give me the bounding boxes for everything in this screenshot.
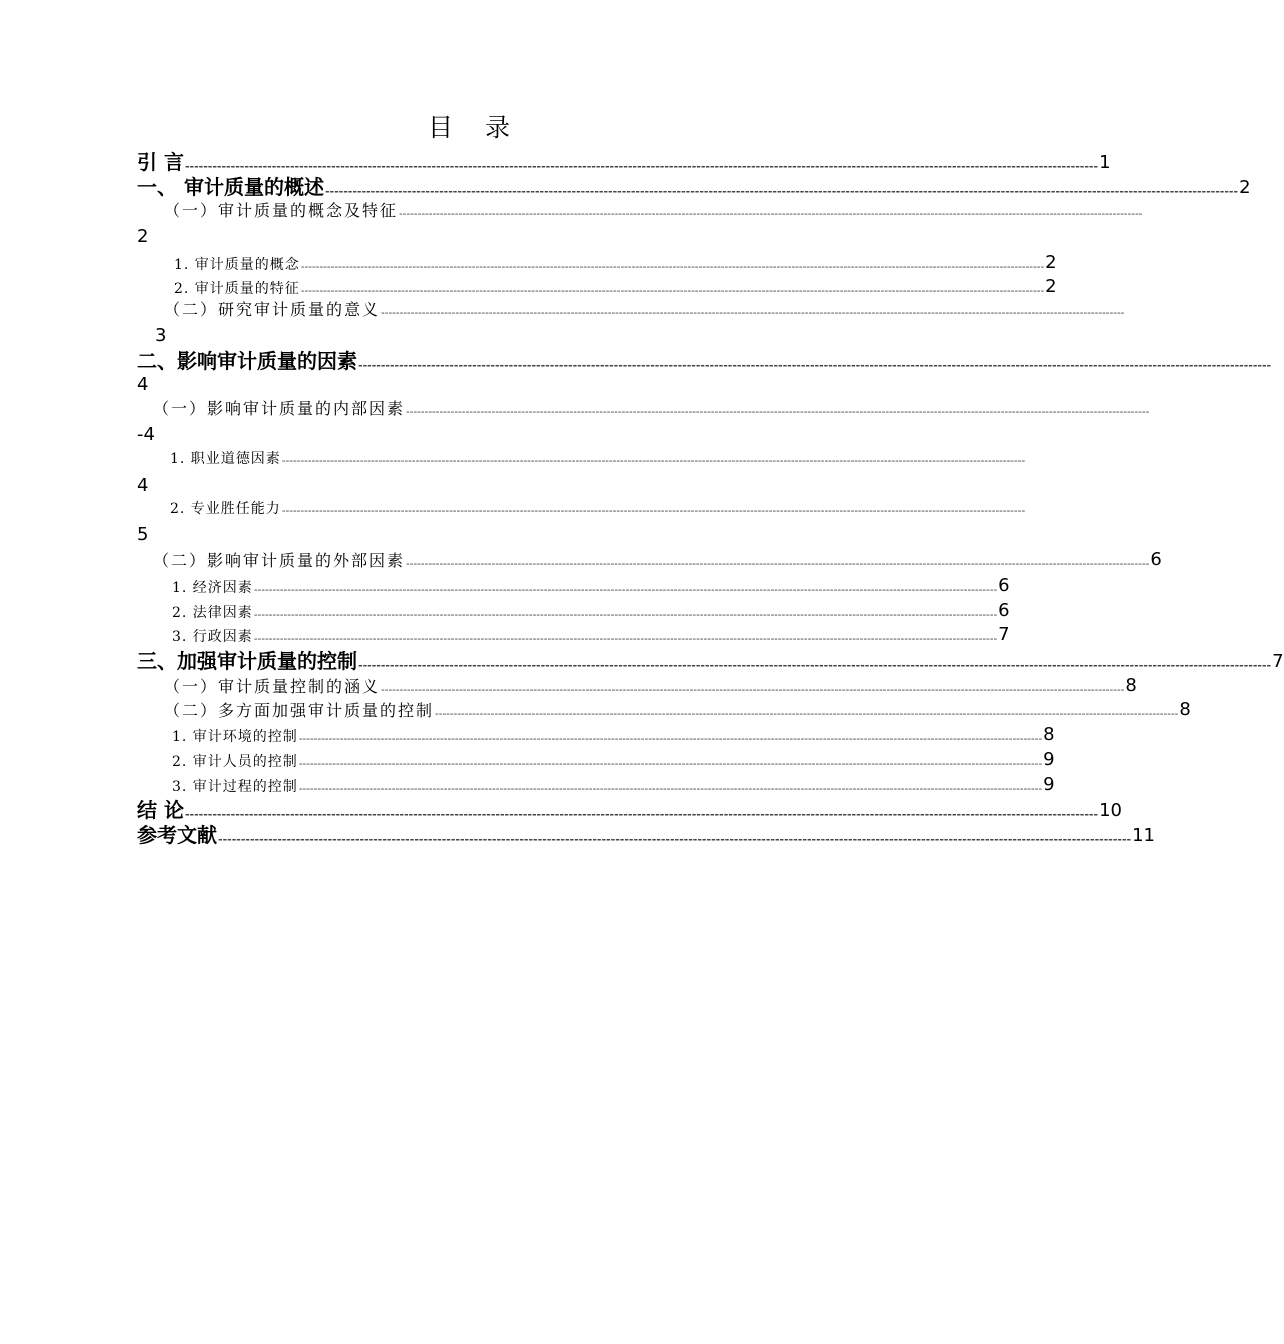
toc-entry-label: （一）审计质量控制的涵义 xyxy=(164,677,381,696)
toc-page-number: 7 xyxy=(1272,651,1284,672)
toc-entry-section-3-1[interactable] xyxy=(164,675,1139,696)
toc-entry-label: 1. 审计质量的概念 xyxy=(174,257,300,273)
dot-leader: -------------------------------------------------------------------------------------------------------------------------------------------------------------------------------------------------------- xyxy=(381,683,1125,696)
toc-entry-label: 2. 法律因素 xyxy=(172,605,253,621)
toc-entry-section-3-2[interactable] xyxy=(164,699,1193,720)
dot-leader: -------------------------------------------------------------------------------------------------------------------------------------------------------------------------------------------------------- xyxy=(281,454,1026,467)
toc-page-number: 10 xyxy=(1099,800,1122,821)
toc-entry-label: 1. 经济因素 xyxy=(172,580,253,596)
toc-entry-label: 2. 审计人员的控制 xyxy=(172,754,298,770)
dot-leader: -------------------------------------------------------------------------------------------------------------------------------------------------------------------------------------------------------- xyxy=(406,405,1150,418)
toc-page-number: 9 xyxy=(1043,749,1056,770)
toc-entry-chapter-3[interactable] xyxy=(137,649,1284,673)
toc-entry-label: 一、 审计质量的概述 xyxy=(137,175,324,199)
toc-entry-label: 引 言 xyxy=(137,150,184,174)
toc-entry-section-1-2[interactable] xyxy=(164,300,1125,319)
toc-entry-section-2-1[interactable] xyxy=(153,399,1150,418)
dot-leader: -------------------------------------------------------------------------------------------------------------------------------------------------------------------------------------------------------- xyxy=(406,557,1150,570)
toc-page-number: 3 xyxy=(155,325,167,346)
toc-entry-chapter-1[interactable] xyxy=(137,175,1251,199)
dot-leader: -------------------------------------------------------------------------------------------------------------------------------------------------------------------------------------------------------- xyxy=(253,632,998,645)
toc-entry-label: 1. 审计环境的控制 xyxy=(172,729,298,745)
toc-page-number: 2 xyxy=(137,226,149,247)
toc-entry-label: 3. 审计过程的控制 xyxy=(172,779,298,795)
toc-entry-label: 结 论 xyxy=(137,798,184,822)
toc-entry-references[interactable] xyxy=(137,823,1155,847)
dot-leader: -------------------------------------------------------------------------------------------------------------------------------------------------------------------------------------------------------- xyxy=(300,284,1045,297)
toc-entry-item-3-2-2[interactable] xyxy=(172,749,1056,770)
toc-entry-section-2-2[interactable] xyxy=(153,549,1164,570)
toc-entry-item-3-2-3[interactable] xyxy=(172,774,1056,795)
dot-leader: -------------------------------------------------------------------------------------------------------------------------------------------------------------------------------------------------------- xyxy=(324,185,1239,198)
toc-entry-item-2-2-3[interactable] xyxy=(172,624,1011,645)
dot-leader: -------------------------------------------------------------------------------------------------------------------------------------------------------------------------------------------------------- xyxy=(300,260,1045,273)
dot-leader: -------------------------------------------------------------------------------------------------------------------------------------------------------------------------------------------------------- xyxy=(281,504,1026,517)
toc-entry-conclusion[interactable] xyxy=(137,798,1122,822)
toc-page-number: 7 xyxy=(998,624,1011,645)
toc-entry-intro[interactable] xyxy=(137,150,1111,174)
toc-page-number: 8 xyxy=(1179,699,1193,720)
toc-entry-label: （二）多方面加强审计质量的控制 xyxy=(164,701,435,720)
toc-entry-label: （一）影响审计质量的内部因素 xyxy=(153,399,406,418)
dot-leader: -------------------------------------------------------------------------------------------------------------------------------------------------------------------------------------------------------- xyxy=(253,608,998,621)
dot-leader: -------------------------------------------------------------------------------------------------------------------------------------------------------------------------------------------------------- xyxy=(381,306,1125,319)
toc-page-number: 4 xyxy=(137,475,149,496)
dot-leader: -------------------------------------------------------------------------------------------------------------------------------------------------------------------------------------------------------- xyxy=(184,808,1099,821)
toc-page-number: 6 xyxy=(1150,549,1164,570)
toc-page-number: 6 xyxy=(998,600,1011,621)
toc-entry-item-1-1-1[interactable] xyxy=(174,252,1058,273)
dot-leader: -------------------------------------------------------------------------------------------------------------------------------------------------------------------------------------------------------- xyxy=(298,782,1043,795)
toc-entry-chapter-2[interactable] xyxy=(137,349,1272,373)
toc-entry-label: 1. 职业道德因素 xyxy=(170,451,281,467)
toc-page-number: 8 xyxy=(1125,675,1139,696)
toc-page-number: 4 xyxy=(137,374,149,395)
toc-page-number: 1 xyxy=(1099,152,1111,173)
toc-entry-item-2-2-2[interactable] xyxy=(172,600,1011,621)
toc-entry-item-2-1-2[interactable] xyxy=(170,501,1026,517)
toc-entry-label: （一）审计质量的概念及特征 xyxy=(164,201,399,220)
toc-entry-label: 2. 专业胜任能力 xyxy=(170,501,281,517)
toc-page-number: 2 xyxy=(1239,177,1251,198)
dot-leader: -------------------------------------------------------------------------------------------------------------------------------------------------------------------------------------------------------- xyxy=(358,659,1272,672)
toc-page-number: 6 xyxy=(998,575,1011,596)
toc-page-number: 11 xyxy=(1132,825,1155,846)
toc-page-number: 5 xyxy=(137,524,149,545)
toc-page-number: 8 xyxy=(1043,724,1056,745)
toc-page-number: 9 xyxy=(1043,774,1056,795)
dot-leader: -------------------------------------------------------------------------------------------------------------------------------------------------------------------------------------------------------- xyxy=(298,757,1043,770)
dot-leader: -------------------------------------------------------------------------------------------------------------------------------------------------------------------------------------------------------- xyxy=(253,583,998,596)
dot-leader: -------------------------------------------------------------------------------------------------------------------------------------------------------------------------------------------------------- xyxy=(184,160,1099,173)
dot-leader: -------------------------------------------------------------------------------------------------------------------------------------------------------------------------------------------------------- xyxy=(399,207,1143,220)
dot-leader: -------------------------------------------------------------------------------------------------------------------------------------------------------------------------------------------------------- xyxy=(435,707,1179,720)
toc-entry-label: 二、影响审计质量的因素 xyxy=(137,349,357,373)
dot-leader: -------------------------------------------------------------------------------------------------------------------------------------------------------------------------------------------------------- xyxy=(358,359,1272,372)
toc-entry-label: 参考文献 xyxy=(137,823,217,847)
toc-page-number: 2 xyxy=(1045,252,1058,273)
toc-entry-item-2-1-1[interactable] xyxy=(170,451,1026,467)
toc-entry-item-2-2-1[interactable] xyxy=(172,575,1011,596)
toc-entry-label: 三、加强审计质量的控制 xyxy=(137,649,357,673)
toc-title: 目 录 xyxy=(428,113,522,142)
toc-page-number: -4 xyxy=(137,424,155,445)
toc-entry-label: 3. 行政因素 xyxy=(172,629,253,645)
toc-entry-item-3-2-1[interactable] xyxy=(172,724,1056,745)
toc-entry-label: （二）研究审计质量的意义 xyxy=(164,300,381,319)
dot-leader: -------------------------------------------------------------------------------------------------------------------------------------------------------------------------------------------------------- xyxy=(298,732,1043,745)
toc-entry-section-1-1[interactable] xyxy=(164,201,1143,220)
toc-entry-label: 2. 审计质量的特征 xyxy=(174,281,300,297)
toc-entry-item-1-1-2[interactable] xyxy=(174,276,1058,297)
toc-entry-label: （二）影响审计质量的外部因素 xyxy=(153,551,406,570)
toc-page-number: 2 xyxy=(1045,276,1058,297)
dot-leader: -------------------------------------------------------------------------------------------------------------------------------------------------------------------------------------------------------- xyxy=(218,833,1132,846)
